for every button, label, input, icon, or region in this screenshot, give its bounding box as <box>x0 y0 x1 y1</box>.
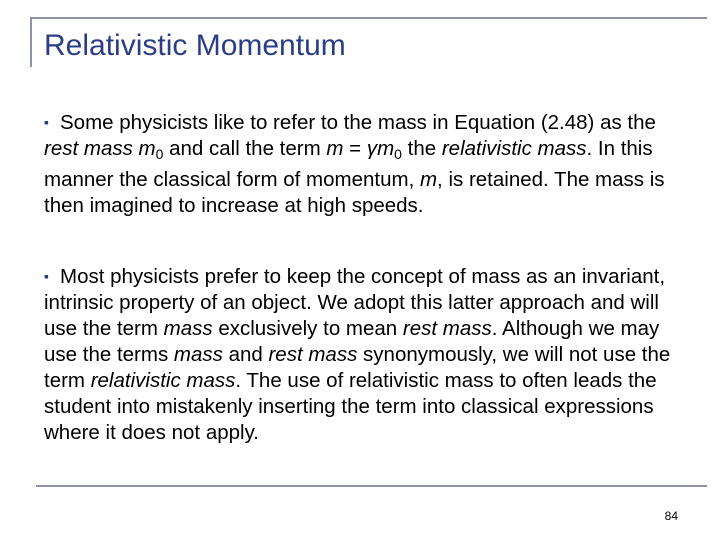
bullet-2-text-f: . The use of relativistic mass to often leads the student into mistakenly inserting the term into classical expressions where it does not apply. <box>44 369 657 444</box>
bullet-2-text-c: . Although we may use the terms <box>44 317 660 366</box>
bullet-1-relativistic-mass: relativistic mass <box>441 137 587 160</box>
bullet-paragraph-2 <box>44 263 694 446</box>
bullet-1-text-a: Some physicists like to refer to the mass in Equation (2.48) as the <box>60 111 656 134</box>
bullet-2-text-d: and <box>222 343 269 366</box>
bullet-2-relativistic-mass: relativistic mass <box>90 369 236 392</box>
page-number: 84 <box>664 509 678 523</box>
slide-title: Relativistic Momentum <box>44 29 346 62</box>
bullet-1-text-b: and call the term <box>163 137 327 160</box>
title-frame-top-rule <box>30 17 707 19</box>
bullet-1-subscript-zero: 0 <box>155 146 164 162</box>
bullet-1-text-e: , is retained. The mass is then imagined to increase at high speeds. <box>44 168 665 217</box>
footer-rule <box>36 485 707 487</box>
bullet-2-mass: mass <box>163 317 213 340</box>
bullet-1-equals: = <box>343 137 367 160</box>
title-frame-left-rule <box>30 17 32 67</box>
square-bullet-icon: ▪ <box>44 114 49 130</box>
bullet-paragraph-1 <box>44 109 694 219</box>
bullet-2-rest-mass: rest mass <box>402 317 492 340</box>
bullet-1-m-symbol-2: m <box>419 168 438 191</box>
bullet-2-text-e: synonymously, we will not use the term <box>44 343 671 392</box>
bullet-2-text-b: exclusively to mean <box>212 317 403 340</box>
bullet-1-text-c: the <box>401 137 442 160</box>
bullet-1-rest-mass: rest mass m <box>44 137 156 160</box>
square-bullet-icon: ▪ <box>44 268 49 284</box>
bullet-1-gamma-m: γm <box>366 137 395 160</box>
bullet-1-subscript-zero-2: 0 <box>394 146 402 162</box>
bullet-1-m-symbol: m <box>326 137 344 160</box>
bullet-2-rest-mass-2: rest mass <box>268 343 358 366</box>
bullet-2-text-a: Most physicists prefer to keep the concept of mass as an invariant, intrinsic property of an object. We adopt this latter approach and will use the term <box>44 265 666 340</box>
bullet-2-mass-2: mass <box>173 343 223 366</box>
bullet-1-text-d: . In this manner the classical form of momentum, <box>44 137 653 191</box>
